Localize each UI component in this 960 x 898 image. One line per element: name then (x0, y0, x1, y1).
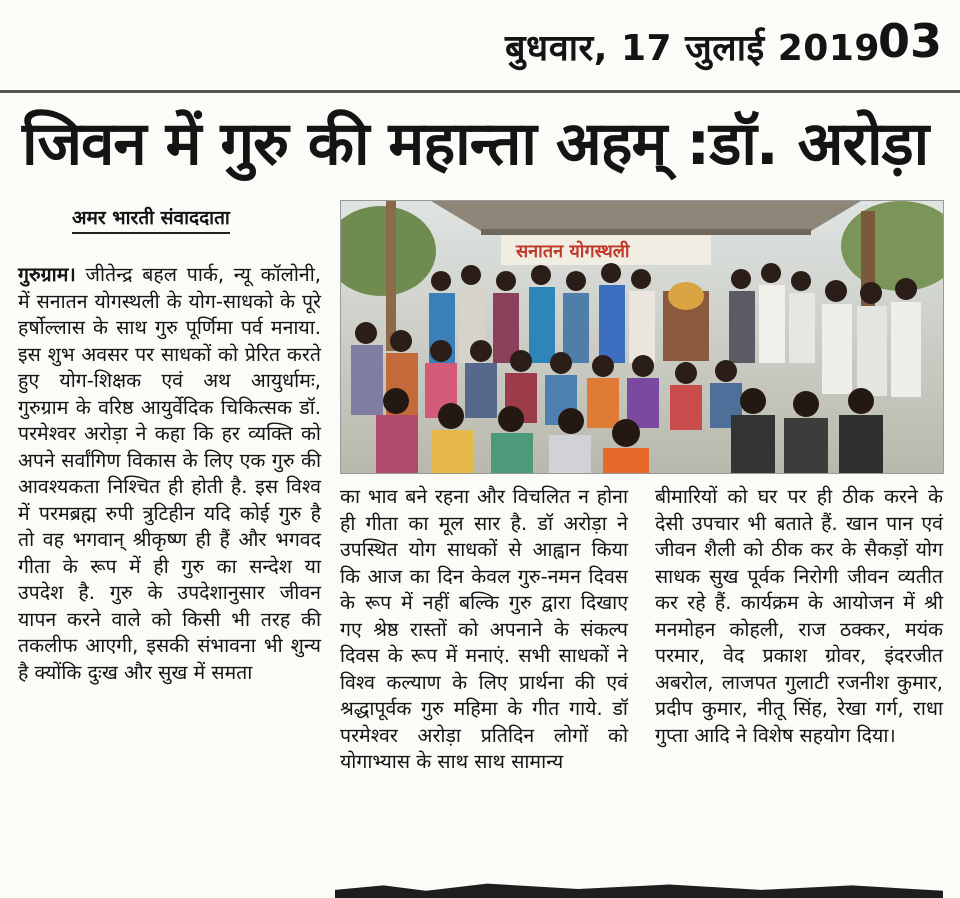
photo-banner-text: सनातन योगस्थली (516, 241, 630, 262)
page-number: 03 (878, 14, 943, 68)
masthead-rule (0, 90, 960, 93)
next-article-headline-fragment (335, 880, 943, 898)
column-2: का भाव बने रहना और विचलित न होना ही गीता का मूल सार है. डॉ अरोड़ा ने उपस्थित योग साधकों से आह्वान किया कि आज का दिन केवल गुरु-नमन दिवस के रूप में नहीं बल्कि गुरु द्वारा दिखाए गए श्रेष्ठ रास्तों को अपनाने के संकल्प दिवस के रूप में मनाएं. सभी साधकों ने विश्व कल्याण के लिए प्रार्थना की एवं श्रद्धापूर्वक गुरु महिमा के गीत गाये. डॉ परमेश्वर अरोड़ा प्रतिदिन लोगों को योगाभ्यास के साथ साथ सामान्य (340, 485, 628, 773)
headline: जिवन में गुरु की महान्ता अहम् :डॉ. अरोड़ा (22, 109, 929, 179)
group-photo-illustration (341, 201, 943, 473)
column-1 (18, 262, 321, 686)
byline: अमर भारती संवाददाता (72, 204, 230, 234)
column-1-text: जीतेन्द्र बहल पार्क, न्यू कॉलोनी, में सनातन योगस्थली के योग-साधको के पूरे हर्षोल्लास के साथ गुरु पूर्णिमा पर्व मनाया. इस शुभ अवसर पर साधकों को प्रेरित करते हुए योग-शिक्षक एवं अथ आयुर्धामः, गुरुग्राम के वरिष्ठ आयुर्वेदिक चिकित्सक डॉ. परमेश्वर अरोड़ा ने कहा कि हर व्यक्ति को अपने सर्वांगिण विकास के लिए एक गुरु की आवश्यकता निश्चित ही होती है. इस विश्व में परमब्रह्म रुपी त्रुटिहीन यदि कोई गुरु है तो वह भगवान् श्रीकृष्ण ही हैं और भगवद गीता के रूप में ही गुरु का सन्देश या उपदेश है. गुरु के उपदेशानुसार जीवन यापन करने वाले को किसी भी तरह की तकलीफ आएगी, इसकी संभावना भी शुन्य है क्योंकि दुःख और सुख में समता (18, 263, 321, 684)
masthead-date: बुधवार, 17 जुलाई 2019 (505, 28, 880, 69)
dateline: गुरुग्राम। (18, 263, 76, 286)
article-photo (340, 200, 944, 474)
column-3: बीमारियों को घर पर ही ठीक करने के देसी उपचार भी बताते हैं. खान पान एवं जीवन शैली को ठीक कर के सैकड़ों योग साधक सुख पूर्वक निरोगी जीवन व्यतीत कर रहे हैं. कार्यक्रम के आयोजन में श्री मनमोहन कोहली, राज ठक्कर, मयंक परमार, वेद प्रकाश ग्रोवर, इंदरजीत अबरोल, लाजपत गुलाटी रजनीश कुमार, प्रदीप कुमार, नीतू सिंह, रेखा गर्ग, राधा गुप्ता आदि ने विशेष सहयोग दिया। (655, 485, 943, 747)
